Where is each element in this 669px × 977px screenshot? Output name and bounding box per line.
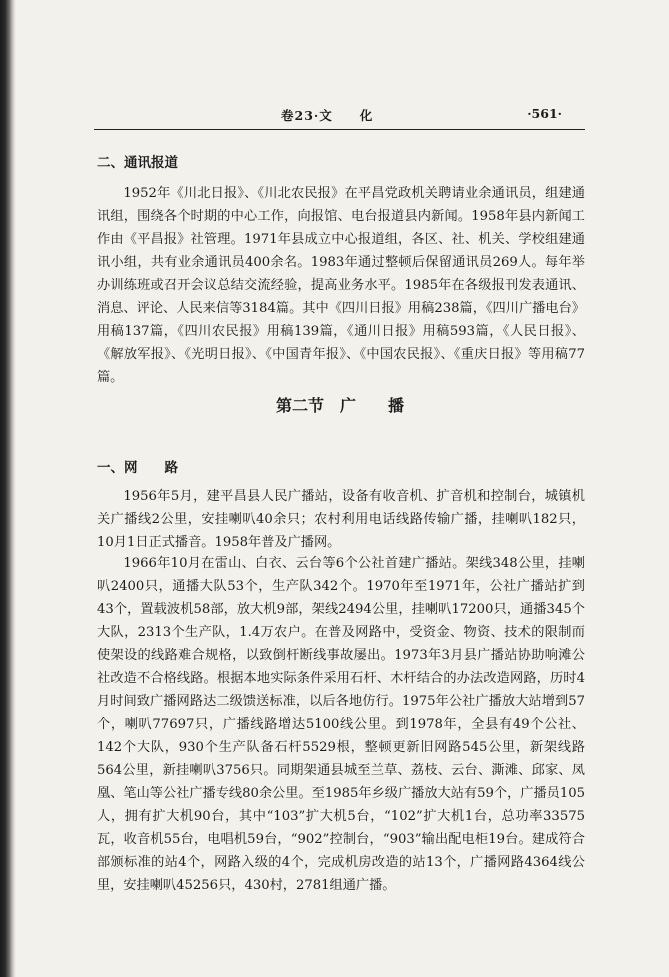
heading-network: 一、网 路 — [97, 460, 178, 476]
paragraph-network-1956: 1956年5月，建平昌县人民广播站，设备有收音机、扩音机和控制台，城镇机关广播线2公里，安挂喇叭40余只；农村利用电话线路传输广播，挂喇叭182只，10月1日正式播音。1958年普及广播网。 — [97, 489, 585, 550]
paragraph-news-reporting: 1952年《川北日报》、《川北农民报》在平昌党政机关聘请业余通讯员，组建通讯组，围绕各个时期的中心工作，向报馆、电台报道县内新闻。1958年县内新闻工作由《平昌报》社管理。1971年县成立中心报道组，各区、社、机关、学校组建通讯小组，共有业余通讯员400余名。1983年通过整顿后保留通讯员269人。每年举办训练班或召开会议总结交流经验，提高业务水平。1985年在各级报刊发表通讯、消息、评论、人民来信等3184篇。其中《四川日报》用稿238篇，《四川广播电台》用稿137篇，《四川农民报》用稿139篇，《通川日报》用稿593篇，《人民日报》、《解放军报》、《光明日报》、《中国青年报》、《中国农民报》、《重庆日报》等用稿77篇。 — [97, 186, 585, 385]
paragraph-network-1966: 1966年10月在雷山、白衣、云台等6个公社首建广播站。架线348公里，挂喇叭2400只，通播大队53个，生产队342个。1970年至1971年，公社广播站扩到43个，置载波机58部，放大机9部，架线2494公里，挂喇叭17200只，通播345个大队，2313个生产队，1.4万农户。在普及网路中，受资金、物资、技术的限制而使架设的线路难合规格，以致倒杆断线事故屡出。1973年3月县广播站协助响滩公社改造不合格线路。根据本地实际条件采用石杆、木杆结合的办法改造网路，历时4月时间致广播网路达二级馈送标准，以后各地仿行。1975年公社广播放大站增到57个，喇叭77697只，广播线路增达5100线公里。到1978年，全县有49个公社、142个大队，930个生产队备石杆5529根，整顿更新旧网路545公里，新架线路564公里，新挂喇叭3756只。同期架通县城至兰草、荔枝、云台、澌滩、邱家、凤凰、笔山等公社广播专线80余公里。至1985年乡级广播放大站有59个，广播员105人，拥有扩大机90台，其中“103”扩大机5台，“102”扩大机1台，总功率33575瓦，收音机55台，电唱机59台，“902”控制台，“903”输出配电柜19台。建成符合部颁标准的站4个，网路入级的4个，完成机房改造的站13个，广播网路4364线公里，安挂喇叭45256只，430村，2781组通广播。 — [97, 556, 585, 893]
section-title-broadcasting: 第二节 广 播 — [275, 396, 404, 415]
header-rule — [94, 129, 585, 130]
running-header — [96, 104, 582, 124]
heading-news-reporting: 二、通讯报道 — [97, 155, 178, 171]
page-number: ·561· — [527, 106, 562, 121]
header-title: 卷23·文 化 — [281, 108, 374, 123]
binding-edge-shadow — [0, 0, 16, 977]
